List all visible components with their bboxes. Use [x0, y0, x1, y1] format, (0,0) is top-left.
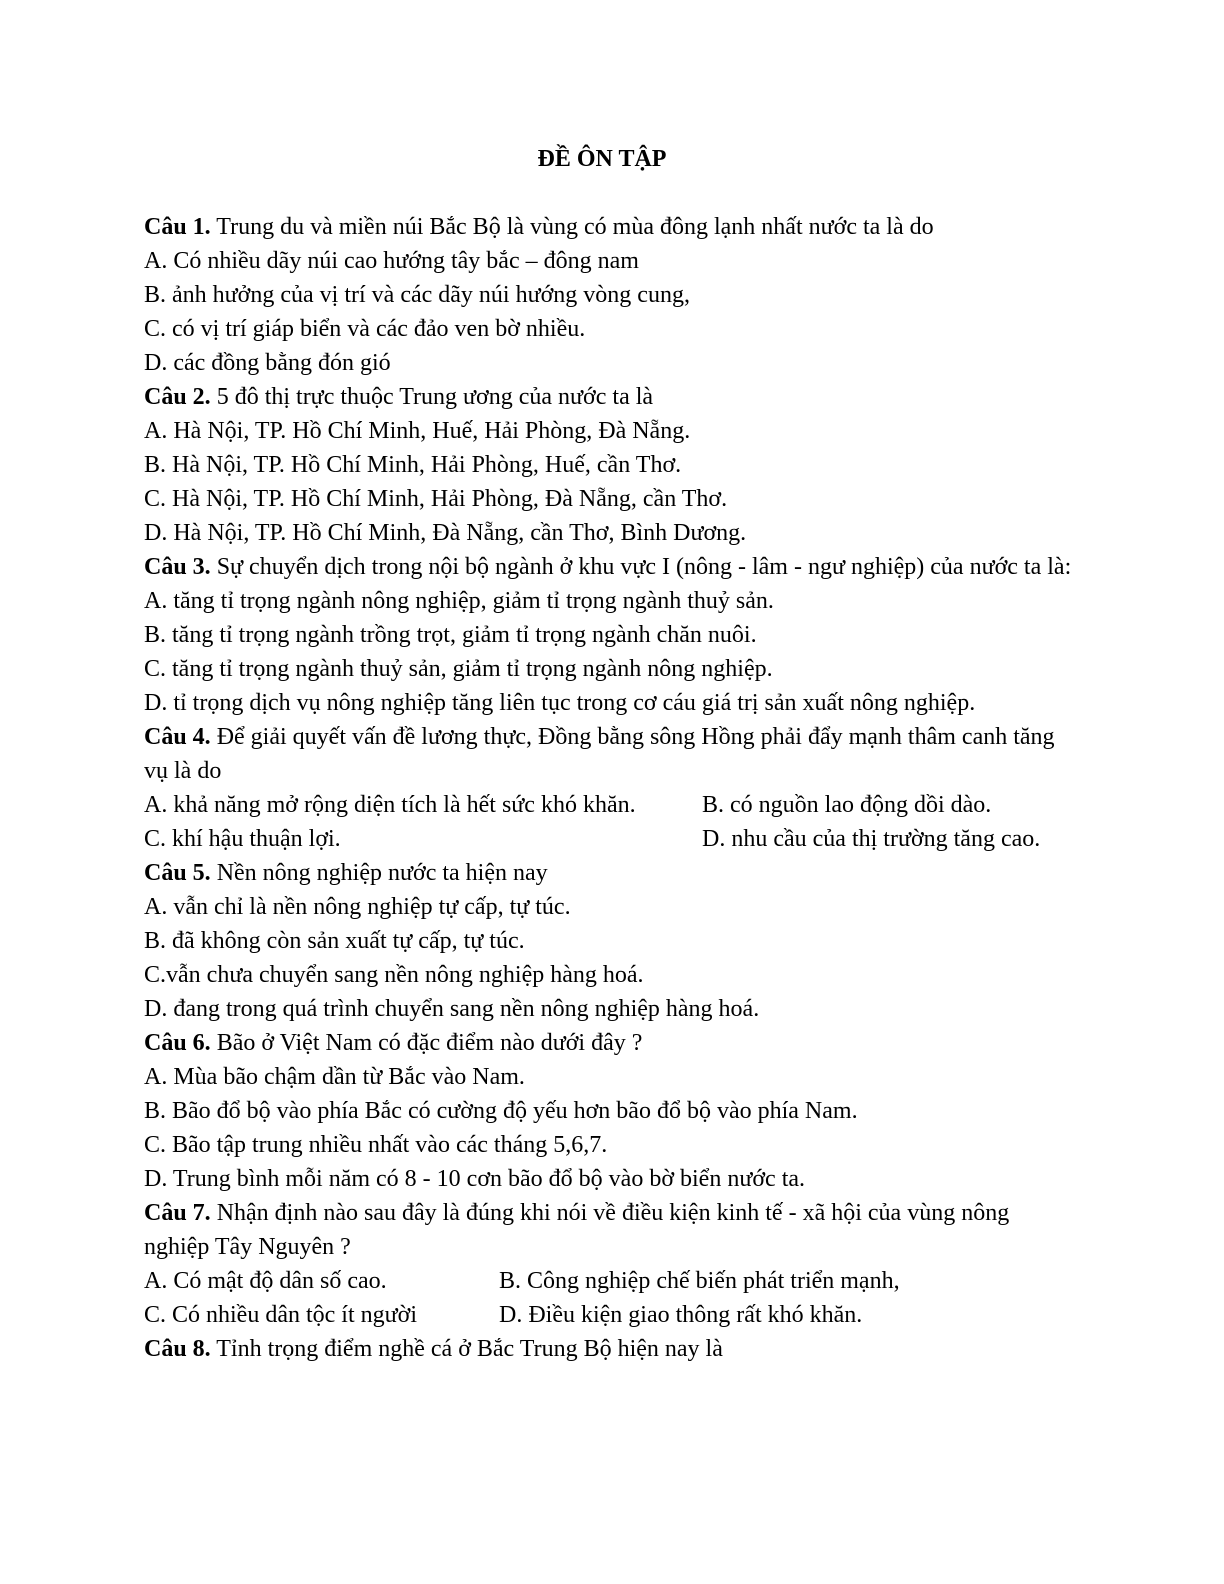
answer-row [144, 822, 1074, 856]
answer-row [144, 788, 1074, 822]
question-text: Bão ở Việt Nam có đặc điểm nào dưới đây ? [210, 1030, 643, 1056]
question-label: Câu 3. [144, 554, 211, 580]
answer-option: B. Bão đổ bộ vào phía Bắc có cường độ yếu hơn bão đổ bộ vào phía Nam. [144, 1098, 858, 1124]
question-stem [144, 210, 1074, 244]
answer-row [144, 1298, 1074, 1332]
question-label: Câu 6. [144, 1030, 211, 1056]
question-6 [144, 1026, 1074, 1196]
question-1 [144, 210, 1074, 380]
question-stem [144, 1332, 1074, 1366]
answer-row [144, 1264, 1074, 1298]
answer-option: C.vẫn chưa chuyển sang nền nông nghiệp hàng hoá. [144, 962, 644, 988]
answer-option: A. vẫn chỉ là nền nông nghiệp tự cấp, tự túc. [144, 894, 571, 920]
answer-option: A. Hà Nội, TP. Hồ Chí Minh, Huế, Hải Phòng, Đà Nẵng. [144, 418, 691, 444]
answer-option: A. khả năng mở rộng diện tích là hết sức khó khăn. [144, 792, 636, 818]
answer-option: A. Có mật độ dân số cao. [144, 1268, 387, 1294]
question-label: Câu 1. [144, 214, 211, 240]
answer-option: D. Hà Nội, TP. Hồ Chí Minh, Đà Nẵng, cần Thơ, Bình Dương. [144, 520, 747, 546]
answer-option: B. Hà Nội, TP. Hồ Chí Minh, Hải Phòng, Huế, cần Thơ. [144, 452, 682, 478]
answer-option: C. Có nhiều dân tộc ít người [144, 1302, 418, 1328]
answer-option: C. tăng tỉ trọng ngành thuỷ sản, giảm tỉ trọng ngành nông nghiệp. [144, 656, 773, 682]
question-2 [144, 380, 1074, 550]
answer-option: D. tỉ trọng dịch vụ nông nghiệp tăng liên tục trong cơ cáu giá trị sản xuất nông nghiệp. [144, 690, 976, 716]
question-label: Câu 7. [144, 1200, 211, 1226]
question-stem [144, 1196, 1074, 1264]
document-title: ĐỀ ÔN TẬP [537, 146, 667, 172]
question-stem [144, 856, 1074, 890]
question-text: Sự chuyển dịch trong nội bộ ngành ở khu vực I (nông - lâm - ngư nghiệp) của nước ta là: [210, 554, 1072, 580]
answer-option: C. khí hậu thuận lợi. [144, 826, 341, 852]
question-5 [144, 856, 1074, 1026]
question-text: Nền nông nghiệp nước ta hiện nay [210, 860, 548, 886]
question-text: Nhận định nào sau đây là đúng khi nói về điều kiện kinh tế - xã hội của vùng nông nghiệp Tây Nguyên ? [144, 1200, 1010, 1260]
answer-option: C. có vị trí giáp biển và các đảo ven bờ nhiều. [144, 316, 586, 342]
answer-option: A. tăng tỉ trọng ngành nông nghiệp, giảm tỉ trọng ngành thuỷ sản. [144, 588, 774, 614]
question-label: Câu 5. [144, 860, 211, 886]
answer-option: D. các đồng bằng đón gió [144, 350, 391, 376]
answer-option: B. Công nghiệp chế biến phát triển mạnh, [499, 1268, 900, 1294]
answer-option: D. Điều kiện giao thông rất khó khăn. [499, 1302, 863, 1328]
answer-option: B. đã không còn sản xuất tự cấp, tự túc. [144, 928, 525, 954]
answer-option: B. ảnh hưởng của vị trí và các dãy núi hướng vòng cung, [144, 282, 690, 308]
answer-option: B. tăng tỉ trọng ngành trồng trọt, giảm tỉ trọng ngành chăn nuôi. [144, 622, 757, 648]
question-label: Câu 8. [144, 1336, 211, 1362]
question-3 [144, 550, 1074, 720]
answer-option: C. Bão tập trung nhiều nhất vào các tháng 5,6,7. [144, 1132, 608, 1158]
question-7 [144, 1196, 1074, 1332]
question-8 [144, 1332, 1074, 1366]
answer-option: B. có nguồn lao động dồi dào. [702, 792, 992, 818]
answer-option: D. Trung bình mỗi năm có 8 - 10 cơn bão đổ bộ vào bờ biển nước ta. [144, 1166, 806, 1192]
question-label: Câu 4. [144, 724, 211, 750]
question-text: 5 đô thị trực thuộc Trung ương của nước ta là [210, 384, 654, 410]
question-stem [144, 1026, 1074, 1060]
answer-option: A. Mùa bão chậm dần từ Bắc vào Nam. [144, 1064, 525, 1090]
question-4 [144, 720, 1074, 856]
answer-option: A. Có nhiều dãy núi cao hướng tây bắc – đông nam [144, 248, 639, 274]
answer-option: D. nhu cầu của thị trường tăng cao. [702, 826, 1041, 852]
question-stem [144, 550, 1074, 584]
answer-option: D. đang trong quá trình chuyển sang nền nông nghiệp hàng hoá. [144, 996, 760, 1022]
question-stem [144, 720, 1074, 788]
question-text: Để giải quyết vấn đề lương thực, Đồng bằng sông Hồng phải đẩy mạnh thâm canh tăng vụ là do [144, 724, 1055, 784]
question-text: Tỉnh trọng điểm nghề cá ở Bắc Trung Bộ hiện nay là [210, 1336, 723, 1362]
question-label: Câu 2. [144, 384, 211, 410]
question-text: Trung du và miền núi Bắc Bộ là vùng có mùa đông lạnh nhất nước ta là do [210, 214, 934, 240]
question-list [144, 210, 1074, 1366]
answer-option: C. Hà Nội, TP. Hồ Chí Minh, Hải Phòng, Đà Nẵng, cần Thơ. [144, 486, 728, 512]
question-stem [144, 380, 1074, 414]
